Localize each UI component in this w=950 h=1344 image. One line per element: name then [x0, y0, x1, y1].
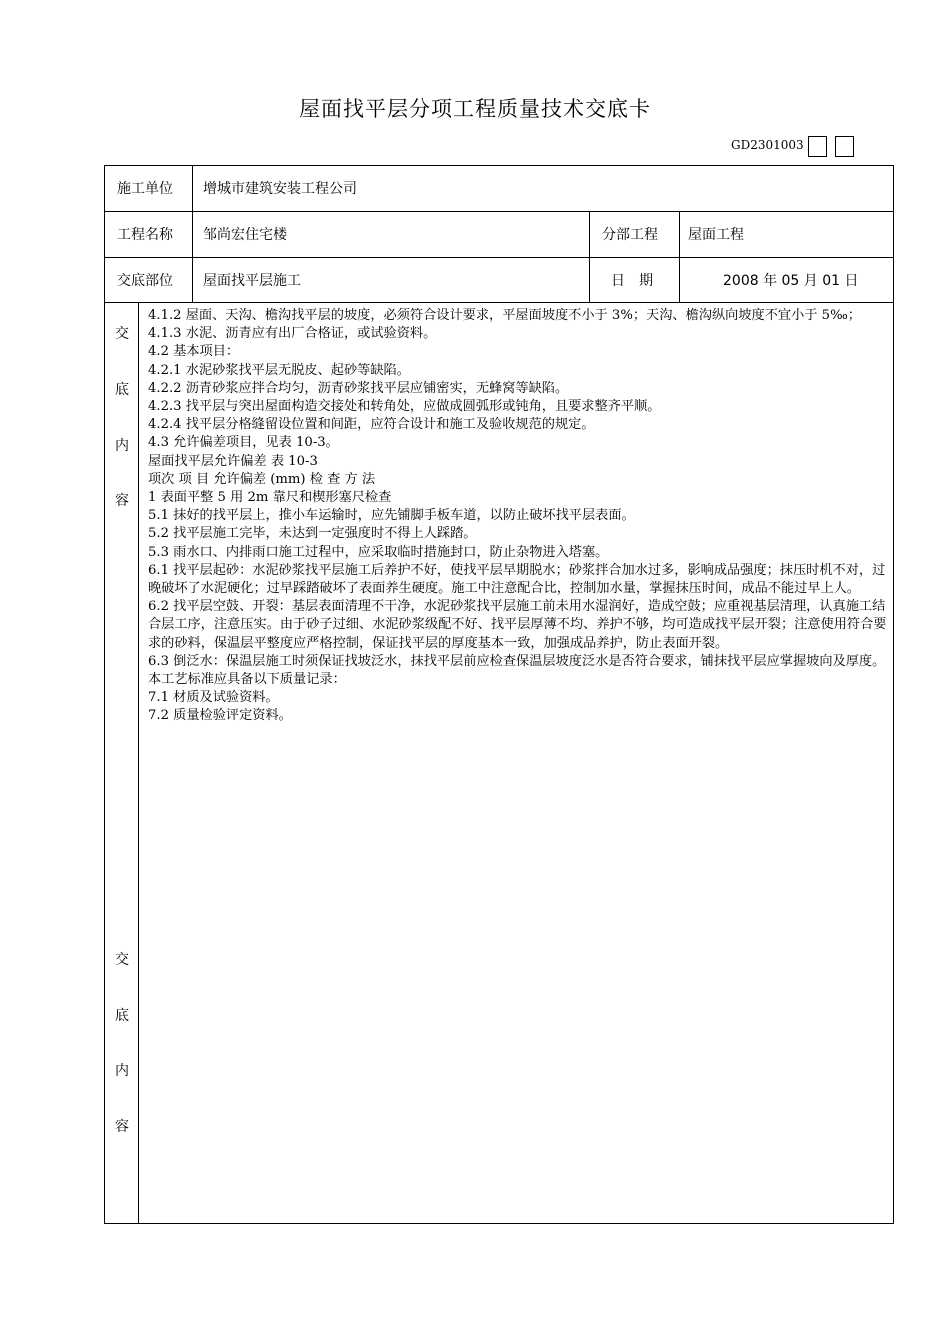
side-label-char: 内 [115, 1063, 129, 1079]
content-line: 4.2.1 水泥砂浆找平层无脱皮、起砂等缺陷。 [148, 362, 410, 378]
content-line: 6.2 找平层空鼓、开裂：基层表面清理不干净，水泥砂浆找平层施工前未用水湿润好，造成空鼓；应重视基层清理，认真施工结合层工序，注意压实。由于砂子过细、水泥砂浆级配不好、找平层厚薄不均、养护不够，均可造成找平层开裂；注意使用符合要求的砂料，保温层平整度应严格控制，保证找平层的厚度基本一致，加强成品养护，防止表面开裂。 [148, 599, 887, 651]
side-label-char: 底 [115, 382, 129, 398]
disclosure-content [148, 307, 888, 726]
content-line: 5.1 抹好的找平层上，推小车运输时，应先铺脚手板车道，以防止破坏找平层表面。 [148, 508, 635, 524]
content-line: 4.2.3 找平层与突出屋面构造交接处和转角处，应做成圆弧形或钝角，且要求整齐平顺。 [148, 399, 661, 415]
location-label: 交底部位 [117, 273, 173, 289]
content-line: 本工艺标准应具备以下质量记录： [148, 672, 346, 688]
column-divider [679, 212, 680, 302]
row-divider [105, 302, 893, 303]
content-line: 6.1 找平层起砂：水泥砂浆找平层施工后养护不好，使找平层早期脱水；砂浆拌合加水过多，影响成品强度；抹压时机不对，过晚破坏了水泥硬化；过早踩踏破坏了表面养生硬度。施工中注意配合比，控制加水量，掌握抹压时间，成品不能过早上人。 [148, 562, 886, 597]
content-line: 7.2 质量检验评定资料。 [148, 708, 292, 724]
content-line: 4.1.3 水泥、沥青应有出厂合格证，或试验资料。 [148, 326, 437, 342]
disclosure-table [104, 165, 894, 1224]
content-line: 4.2.4 找平层分格缝留设位置和间距，应符合设计和施工及验收规范的规定。 [148, 417, 595, 433]
side-label-char: 容 [115, 1119, 129, 1135]
content-line: 5.2 找平层施工完毕，未达到一定强度时不得上人踩踏。 [148, 526, 477, 542]
content-line: 4.1.2 屋面、天沟、檐沟找平层的坡度，必须符合设计要求，平屋面坡度不小于 3%；天沟、檐沟纵向坡度不宜小于 5‰； [148, 308, 861, 323]
side-label-char: 交 [115, 952, 129, 968]
content-line: 7.1 材质及试验资料。 [148, 690, 279, 706]
content-line: 项次 项 目 允许偏差 (mm) 检 查 方 法 [148, 471, 376, 487]
content-line: 6.3 倒泛水：保温层施工时须保证找坡泛水，抹找平层前应检查保温层坡度泛水是否符合要求，铺抹找平层应掌握坡向及厚度。 [148, 653, 886, 669]
row-divider [105, 211, 893, 212]
content-line: 4.3 允许偏差项目，见表 10-3。 [148, 435, 339, 451]
column-divider [192, 166, 193, 302]
column-divider [138, 302, 139, 1223]
content-line: 4.2 基本项目： [148, 344, 240, 360]
row-divider [105, 257, 893, 258]
content-line: 屋面找平层允许偏差 表 10-3 [148, 453, 318, 469]
date-label: 日 期 [611, 273, 653, 289]
project-name-label: 工程名称 [117, 227, 173, 243]
column-divider [589, 212, 590, 302]
side-label-char: 内 [115, 438, 129, 454]
date-value: 2008 年 05 月 01 日 [723, 273, 859, 289]
construction-unit-label: 施工单位 [117, 181, 173, 197]
sub-project-value: 屋面工程 [688, 227, 744, 243]
side-label-char: 容 [115, 493, 129, 509]
content-line: 4.2.2 沥青砂浆应拌合均匀，沥青砂浆找平层应铺密实，无蜂窝等缺陷。 [148, 380, 569, 396]
content-line: 1 表面平整 5 用 2m 靠尺和楔形塞尺检查 [148, 490, 392, 506]
side-label-char: 底 [115, 1008, 129, 1024]
code-checkbox-1[interactable] [808, 136, 827, 157]
side-label-char: 交 [115, 326, 129, 342]
document-code: GD2301003 [731, 138, 804, 152]
location-value: 屋面找平层施工 [203, 273, 301, 289]
project-name-value: 邹尚宏住宅楼 [203, 227, 287, 243]
document-title: 屋面找平层分项工程质量技术交底卡 [299, 97, 651, 121]
construction-unit-value: 增城市建筑安装工程公司 [203, 181, 357, 197]
sub-project-label: 分部工程 [602, 227, 658, 243]
code-checkbox-2[interactable] [835, 136, 854, 157]
content-line: 5.3 雨水口、内排雨口施工过程中，应采取临时措施封口，防止杂物进入塔塞。 [148, 544, 609, 560]
